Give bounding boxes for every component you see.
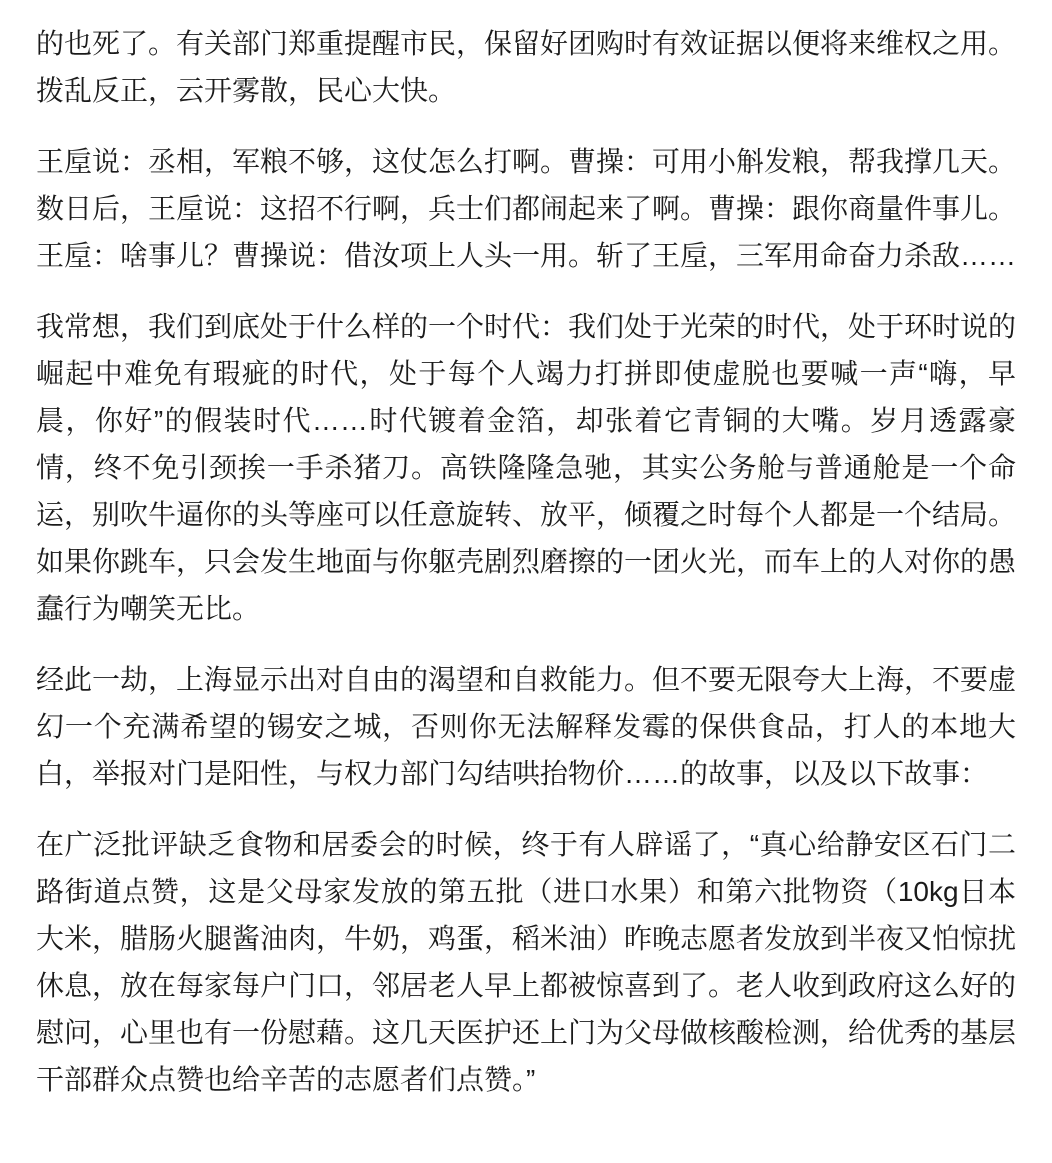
paragraph-4: 经此一劫，上海显示出对自由的渴望和自救能力。但不要无限夸大上海，不要虚幻一个充满希望的锡安之城，否则你无法解释发霉的保供食品，打人的本地大白，举报对门是阳性，与权力部门勾结哄抬物价……的故事，以及以下故事： — [36, 664, 1017, 789]
paragraph-2: 王垕说：丞相，军粮不够，这仗怎么打啊。曹操：可用小斛发粮，帮我撑几天。数日后，王垕说：这招不行啊，兵士们都闹起来了啊。曹操：跟你商量件事儿。王垕：啥事儿？曹操说：借汝项上人头一用。斩了王垕，三军用命奋力杀敌…… — [36, 146, 1017, 271]
paragraph-1: 的也死了。有关部门郑重提醒市民，保留好团购时有效证据以便将来维权之用。拨乱反正，云开雾散，民心大快。 — [36, 28, 1017, 106]
paragraph-3: 我常想，我们到底处于什么样的一个时代：我们处于光荣的时代，处于环时说的崛起中难免有瑕疵的时代，处于每个人竭力打拼即使虚脱也要喊一声“嗨，早晨，你好”的假装时代……时代镀着金箔，却张着它青铜的大嘴。岁月透露豪情，终不免引颈挨一手杀猪刀。高铁隆隆急驰，其实公务舱与普通舱是一个命运，别吹牛逼你的头等座可以任意旋转、放平，倾覆之时每个人都是一个结局。如果你跳车，只会发生地面与你躯壳剧烈磨擦的一团火光，而车上的人对你的愚蠢行为嘲笑无比。 — [36, 311, 1017, 624]
article-body — [36, 20, 1016, 1103]
paragraph-5: 在广泛批评缺乏食物和居委会的时候，终于有人辟谣了，“真心给静安区石门二路街道点赞，这是父母家发放的第五批（进口水果）和第六批物资（10kg日本大米，腊肠火腿酱油肉，牛奶，鸡蛋，稻米油）昨晚志愿者发放到半夜又怕惊扰休息，放在每家每户门口，邻居老人早上都被惊喜到了。老人收到政府这么好的慰问，心里也有一份慰藉。这几天医护还上门为父母做核酸检测，给优秀的基层干部群众点赞也给辛苦的志愿者们点赞。” — [36, 829, 1017, 1095]
